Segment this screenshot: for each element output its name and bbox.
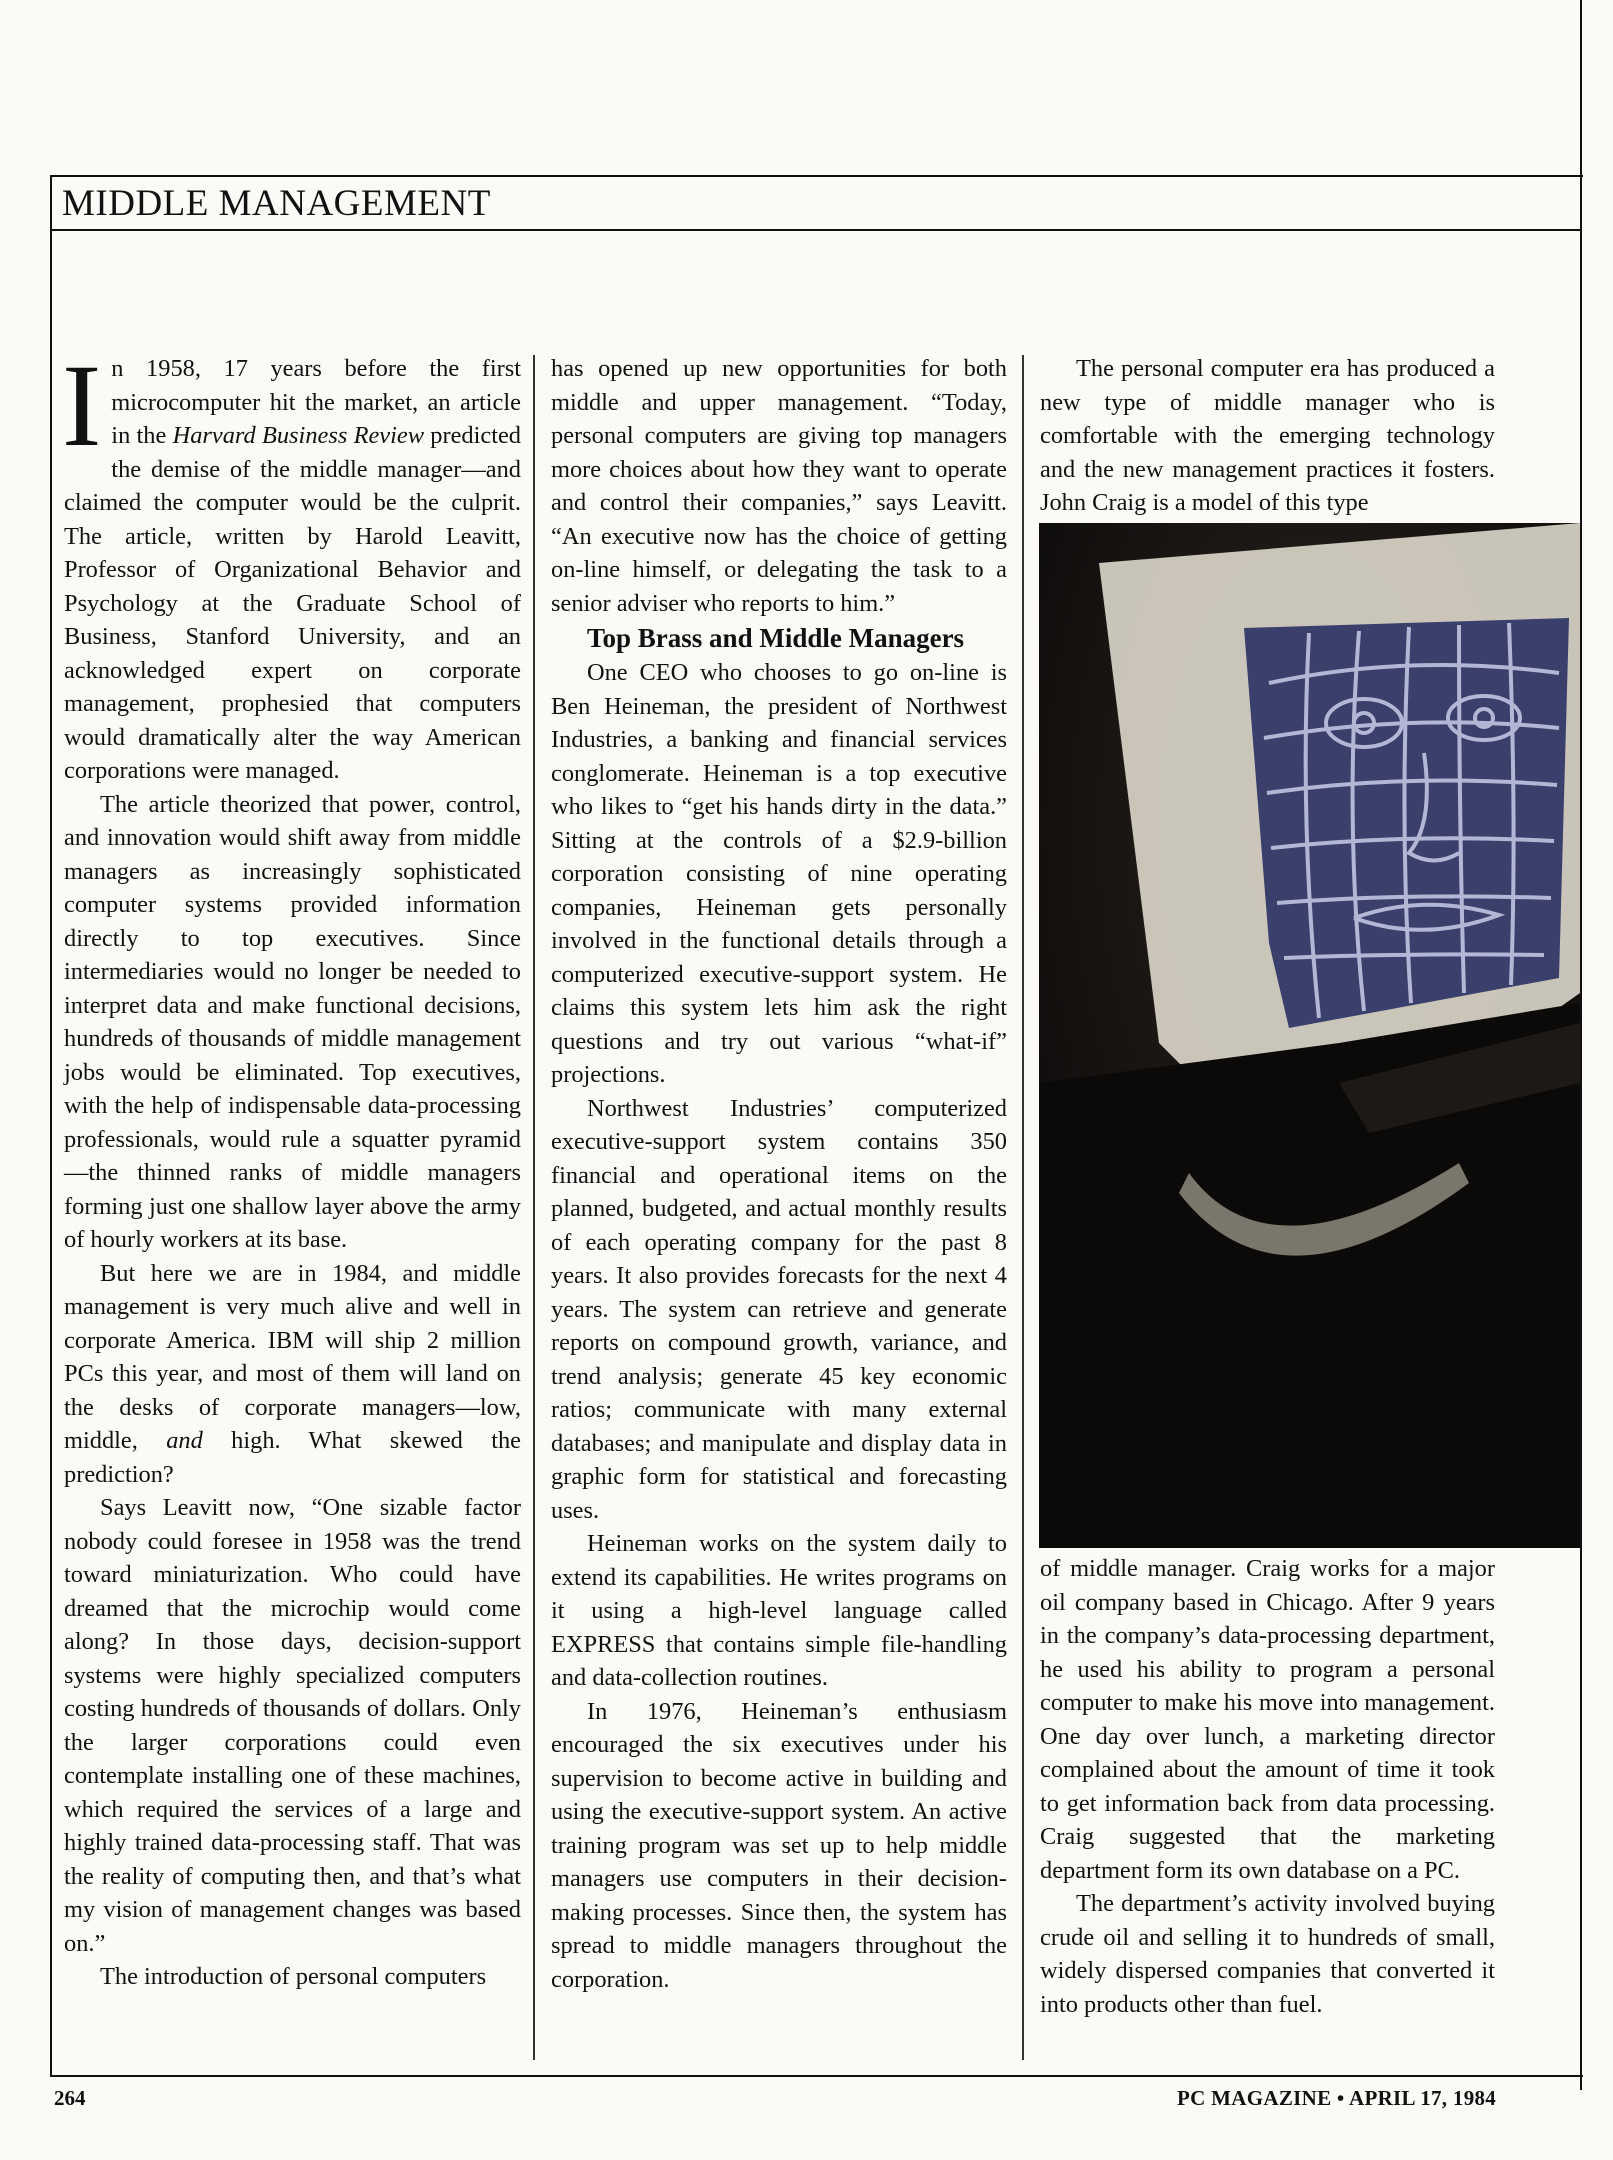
paragraph: In 1976, Heineman’s enthusiasm encouraged the six executives under his supervision to become active in building and using the executive-support system. An active training program was set up to help middle managers use computers in their decision-making processes. Since then, the system has spread to middle managers throughout the corporation. [551, 1697, 1007, 1993]
paragraph: of middle manager. Craig works for a major oil company based in Chicago. After 9 years in the company’s data-processing department, he used his ability to program a personal computer to make his move into management. One day over lunch, a marketing director complained about the amount of time it took to get information back from data processing. Craig suggested that the marketing department form its own database on a PC. [1040, 1555, 1495, 1884]
section-title: MIDDLE MANAGEMENT [62, 183, 491, 224]
article-column-1 [62, 340, 521, 1994]
paragraph: The personal computer era has produced a new type of middle manager who is comfortable with the emerging technology and the new management practices it fosters. John Craig is a model of this type [1040, 355, 1495, 516]
paragraph: The department’s activity involved buying crude oil and selling it to hundreds of small, widely dispersed companies that converted it into products other than fuel. [1040, 1890, 1495, 2018]
paragraph: Says Leavitt now, “One sizable factor nobody could foresee in 1958 was the trend toward miniaturization. Who could have dreamed that the microchip would come along? In those days, decision-support systems were highly specialized computers costing hundreds of thousands of dollars. Only the larger corporations could even contemplate installing one of these machines, which required the services of a large and highly trained data-processing staff. That was the reality of computing then, and that’s what my vision of management changes was based on.” [64, 1494, 521, 1957]
illustration-computer-face [1039, 523, 1580, 1548]
page-number: 264 [54, 2086, 86, 2110]
article-column-3-top [1040, 352, 1495, 520]
paragraph: The article theorized that power, control, and innovation would shift away from middle managers as increasingly sophisticated computer systems provided information directly to top executives. Since intermediaries would no longer be needed to interpret data and make functional decisions, hundreds of thousands of middle management jobs would be eliminated. Top executives, with the help of indispensable data-processing professionals, would rule a squatter pyramid—the thinned ranks of middle managers forming just one shallow layer above the army of hourly workers at its base. [64, 790, 521, 1253]
paragraph: In 1958, 17 years before the first microcomputer hit the market, an article in the Harvard Business Review predicted the demise of the middle manager—and claimed the computer would be the culprit. The article, written by Harold Leavitt, Professor of Organizational Behavior and Psychology at the Graduate School of Business, Stanford University, and an acknowledged expert on corporate management, prophesied that computers would dramatically alter the way American corporations were managed. [62, 340, 521, 784]
magazine-footer: PC MAGAZINE • APRIL 17, 1984 [1177, 2086, 1497, 2110]
paragraph: The introduction of personal computers [100, 1963, 487, 1990]
paragraph: One CEO who chooses to go on-line is Ben Heineman, the president of Northwest Industries, a banking and financial services conglomerate. Heineman is a top executive who likes to “get his hands dirty in the data.” Sitting at the controls of a $2.9-billion corporation consisting of nine operating companies, Heineman gets personally involved in the functional details through a computerized executive-support system. He claims this system lets him ask the right questions and try out various “what-if” projections. [551, 659, 1007, 1088]
paragraph: But here we are in 1984, and middle management is very much alive and well in corporate America. IBM will ship 2 million PCs this year, and most of them will land on the desks of corporate managers—low, middle, and high. What skewed the prediction? [64, 1259, 521, 1488]
column-divider-1 [533, 355, 535, 2060]
journal-title: Harvard Business Review [172, 422, 424, 449]
computer-face-artwork [1039, 523, 1580, 1548]
paragraph: Northwest Industries’ computerized executive-support system contains 350 financial and operational items on the planned, budgeted, and actual monthly results of each operating company for the past 8 years. It also provides forecasts for the next 4 years. The system can retrieve and generate reports on compound growth, variance, and trend analysis; generate 45 key economic ratios; communicate with many external databases; and manipulate and display data in graphic form for statistical and forecasting uses. [551, 1094, 1007, 1524]
paragraph: has opened up new opportunities for both middle and upper management. “Today, personal computers are giving top managers more choices about how they want to operate and control their companies,” says Leavitt. “An executive now has the choice of getting on-line himself, or delegating the task to a senior adviser who reports to him.” [551, 355, 1007, 617]
article-column-2 [551, 352, 1007, 1996]
article-column-3-bottom [1040, 1552, 1495, 2021]
title-divider [50, 229, 1581, 231]
paragraph: Heineman works on the system daily to extend its capabilities. He writes programs on it using a high-level language called EXPRESS that contains simple file-handling and data-collection routines. [551, 1530, 1007, 1691]
column-divider-2 [1022, 355, 1024, 2060]
subheading: Top Brass and Middle Managers [587, 623, 965, 653]
drop-cap: I [62, 340, 102, 471]
